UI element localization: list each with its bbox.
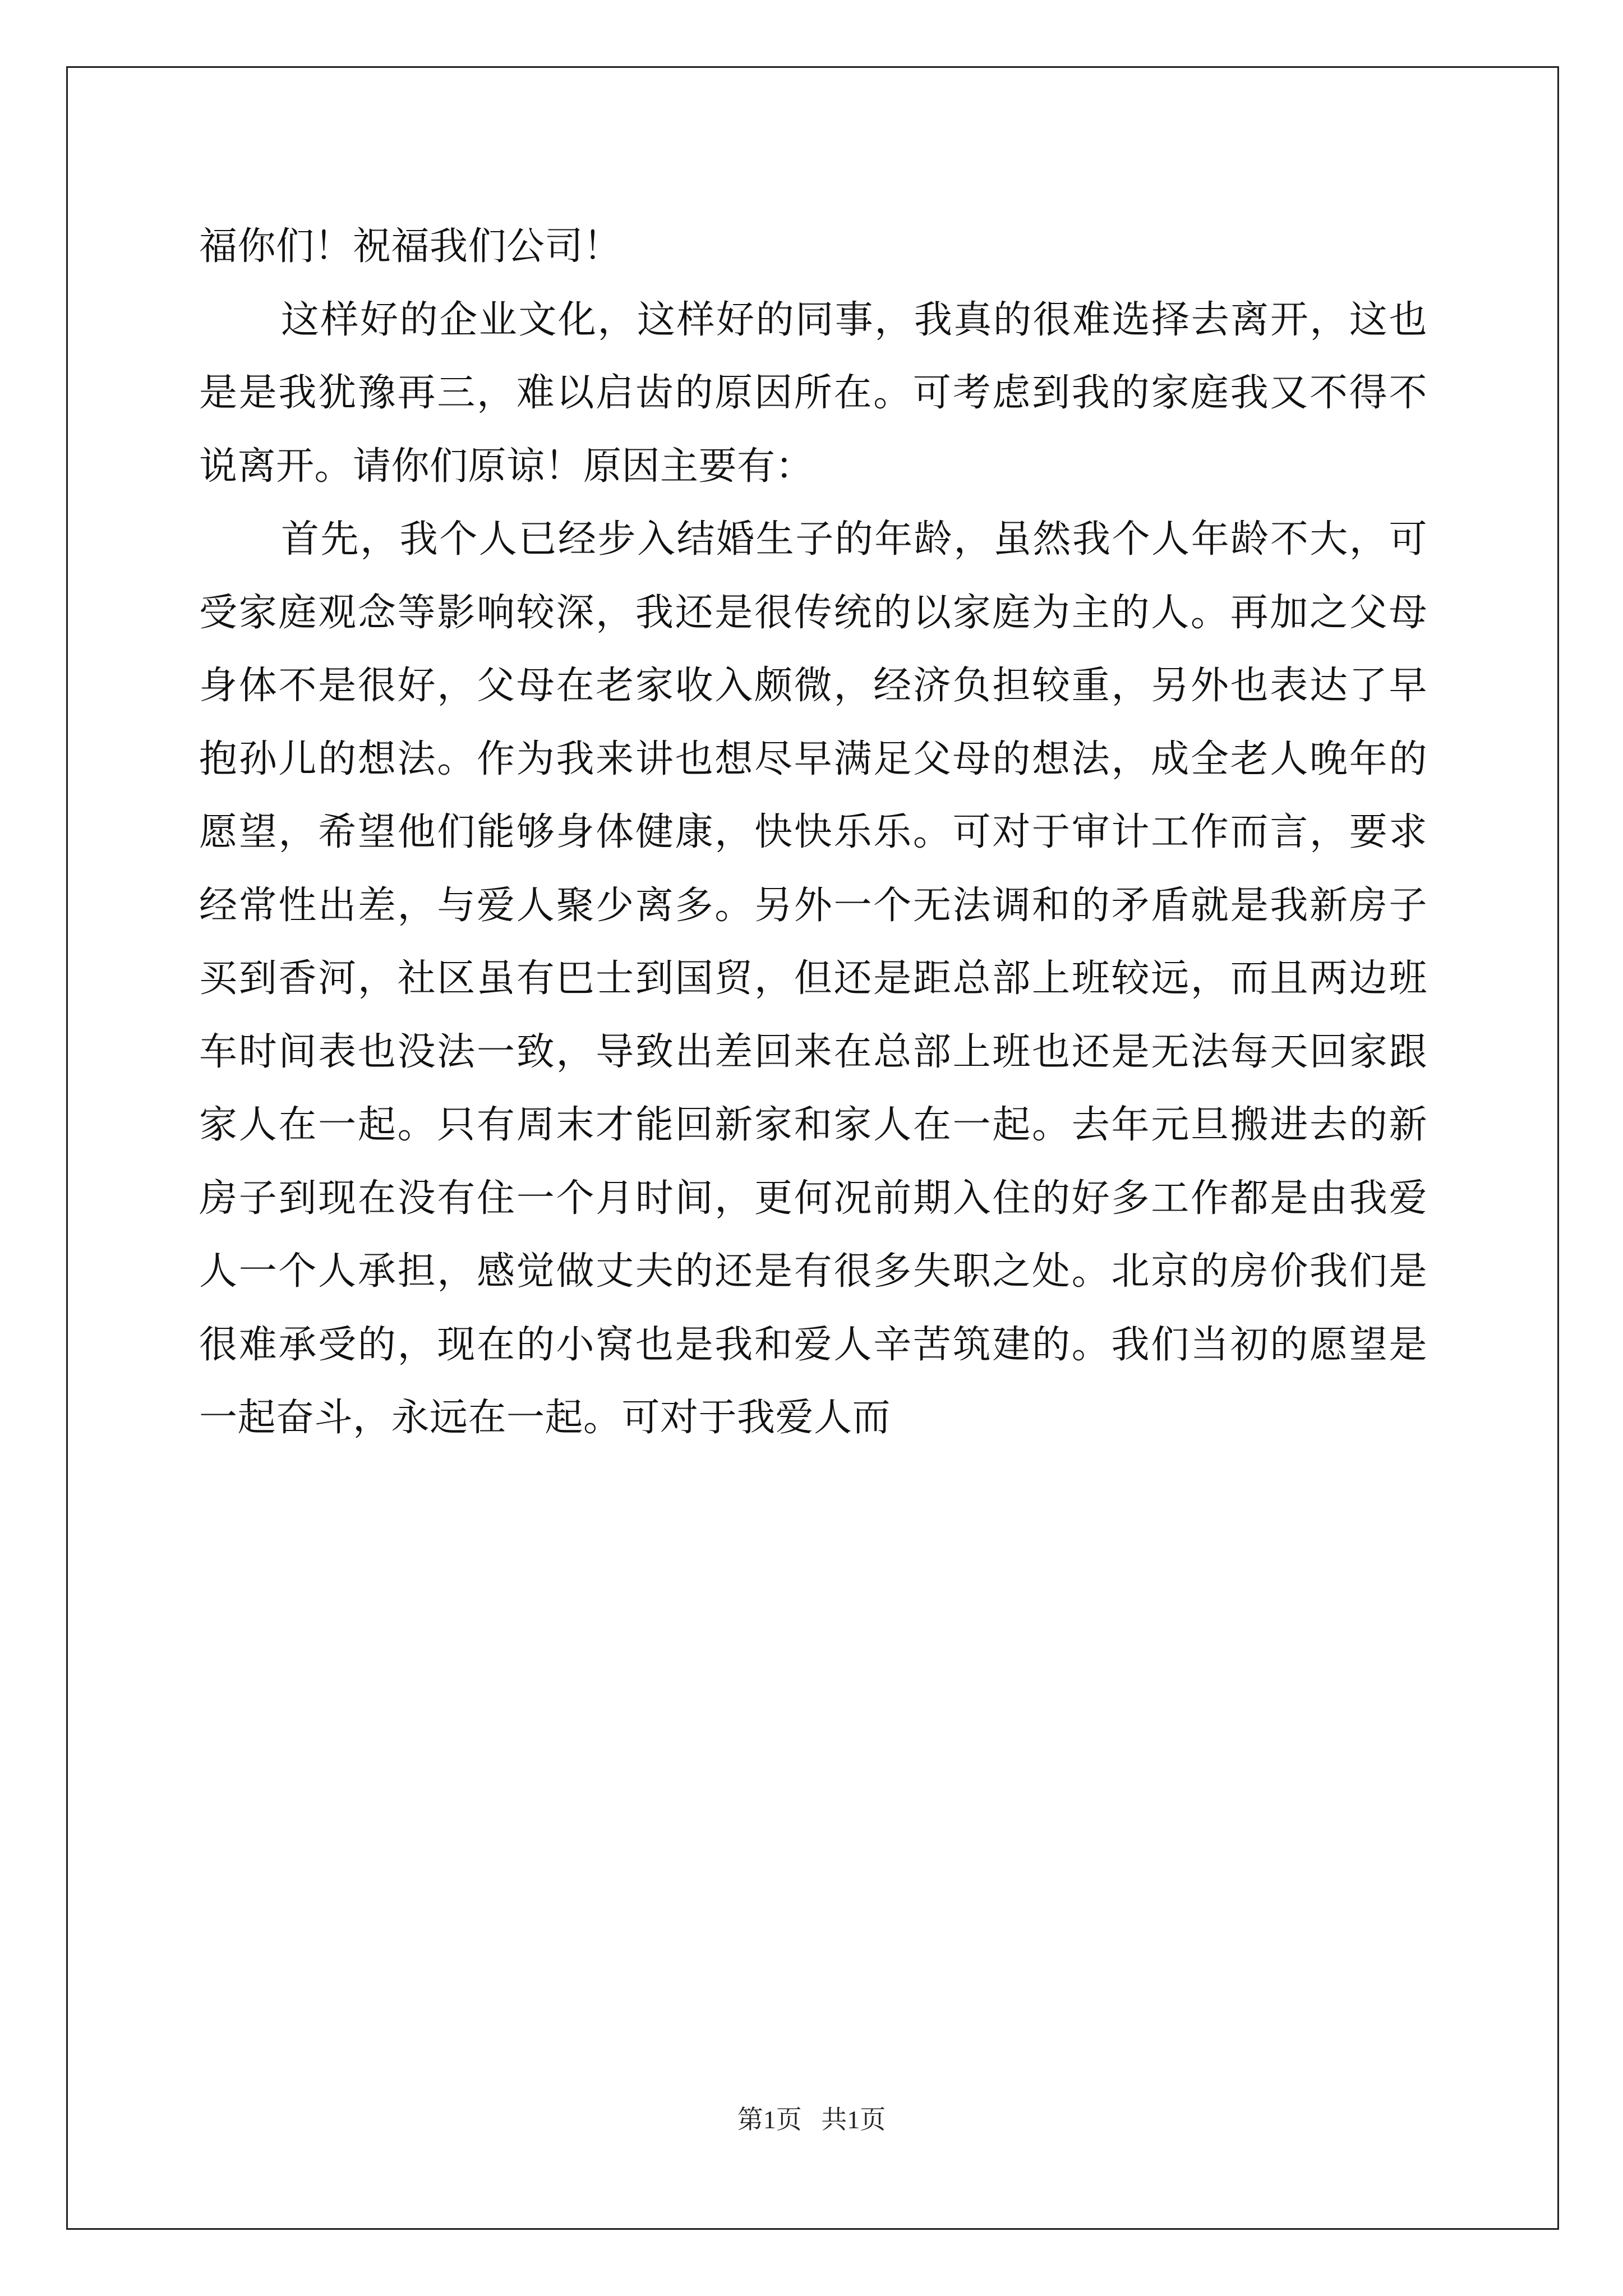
paragraph-reasons: 首先，我个人已经步入结婚生子的年龄，虽然我个人年龄不大，可受家庭观念等影响较深，我还是很传统的以家庭为主的人。再加之父母身体不是很好，父母在老家收入颇微，经济负担较重，另外也表达了早抱孙儿的想法。作为我来讲也想尽早满足父母的想法，成全老人晚年的愿望，希望他们能够身体健康，快快乐乐。可对于审计工作而言，要求经常性出差，与爱人聚少离多。另外一个无法调和的矛盾就是我新房子买到香河，社区虽有巴士到国贸，但还是距总部上班较远，而且两边班车时间表也没法一致，导致出差回来在总部上班也还是无法每天回家跟家人在一起。只有周末才能回新家和家人在一起。去年元旦搬进去的新房子到现在没有住一个月时间，更何况前期入住的好多工作都是由我爱人一个人承担，感觉做丈夫的还是有很多失职之处。北京的房价我们是很难承受的，现在的小窝也是我和爱人辛苦筑建的。我们当初的愿望是一起奋斗，永远在一起。可对于我爱人而 <box>199 517 1427 1440</box>
page-footer: 第1页 共1页 <box>737 2105 886 2134</box>
paragraph-company-culture: 这样好的企业文化，这样好的同事，我真的很难选择去离开，这也是是我犹豫再三，难以启齿的原因所在。可考虑到我的家庭我又不得不说离开。请你们原谅！原因主要有： <box>199 297 1427 489</box>
document-body <box>199 210 1427 1455</box>
paragraph-continuation: 福你们！祝福我们公司！ <box>199 224 622 269</box>
